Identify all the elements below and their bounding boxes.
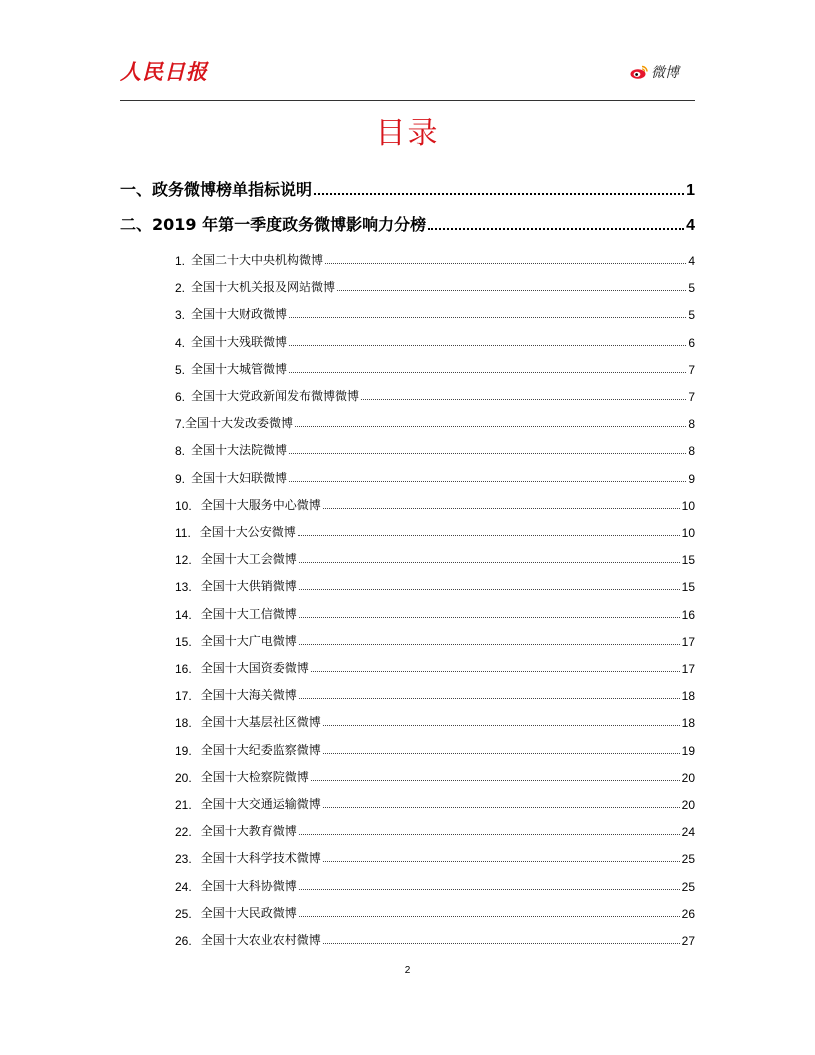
toc-item-number: 11. — [175, 526, 191, 540]
toc-item-label: 全国十大党政新闻发布微博微博 — [191, 389, 360, 403]
toc-item-number: 8. — [175, 444, 186, 459]
toc-item[interactable] — [175, 333, 695, 350]
toc-item[interactable] — [175, 877, 695, 894]
toc-item[interactable] — [175, 741, 695, 758]
toc-item[interactable] — [175, 469, 695, 486]
toc-section-label: 二、2019 年第一季度政务微博影响力分榜 — [120, 215, 427, 234]
toc-item[interactable] — [175, 713, 695, 730]
toc-item-label: 全国十大国资委微博 — [200, 661, 309, 675]
toc-item-number: 22. — [175, 825, 192, 840]
toc-item-label: 全国十大纪委监察微博 — [200, 742, 321, 757]
toc-leader — [298, 535, 680, 536]
toc-item-page: 15 — [681, 580, 695, 595]
toc-item-label: 全国十大科协微博 — [200, 878, 297, 893]
toc-item-label: 全国十大财政微博 — [191, 307, 288, 322]
toc-leader — [289, 345, 686, 346]
toc-item-label: 全国十大法院微博 — [191, 443, 288, 458]
toc-item-number: 5. — [175, 362, 186, 377]
toc-item-number: 12. — [175, 553, 192, 568]
toc-leader — [299, 916, 680, 917]
toc-item-page: 9 — [688, 471, 695, 486]
toc-item[interactable] — [175, 414, 695, 431]
toc-leader — [314, 193, 684, 195]
toc-item-page: 15 — [681, 553, 695, 568]
toc-item-page: 17 — [681, 662, 695, 676]
toc-item[interactable] — [175, 768, 695, 785]
toc-item-label: 全国十大民政微博 — [200, 905, 297, 920]
toc-leader — [323, 725, 680, 726]
toc-item[interactable] — [175, 931, 695, 948]
toc-item-label: 全国十大检察院微博 — [200, 769, 309, 784]
toc-item-page: 10 — [681, 526, 695, 540]
toc-item-label: 全国十大农业农村微博 — [200, 933, 321, 947]
toc-leader — [323, 753, 680, 754]
toc-leader — [323, 807, 680, 808]
toc-item-page: 5 — [688, 281, 695, 296]
toc-item-label: 全国十大广电微博 — [200, 633, 297, 648]
toc-leader — [295, 426, 686, 427]
toc-item-number: 6. — [175, 390, 186, 404]
toc-item[interactable] — [175, 849, 695, 866]
toc-item[interactable] — [175, 795, 695, 812]
toc-item-label: 全国十大服务中心微博 — [200, 497, 321, 512]
toc-item[interactable] — [175, 822, 695, 839]
toc-item-number: 24. — [175, 879, 192, 894]
toc-item-page: 19 — [681, 743, 695, 758]
toc-leader — [361, 399, 686, 400]
toc-leader — [299, 617, 680, 618]
toc-item[interactable] — [175, 305, 695, 322]
header-divider — [120, 100, 695, 101]
toc-leader — [337, 290, 686, 291]
toc-item[interactable] — [175, 441, 695, 458]
toc-item-label: 全国十大海关微博 — [200, 688, 297, 703]
toc-item-label: 全国十大公安微博 — [199, 525, 296, 539]
toc-leader — [311, 671, 680, 672]
toc-item-page: 25 — [681, 852, 695, 867]
toc-item-number: 17. — [175, 689, 192, 704]
toc-item-number: 15. — [175, 634, 192, 649]
toc-section[interactable] — [120, 178, 695, 200]
toc-item-page: 25 — [681, 879, 695, 894]
page-number: 2 — [404, 965, 411, 976]
toc-item-number: 9. — [175, 471, 186, 486]
toc-leader — [325, 263, 686, 264]
toc-item-label: 全国十大机关报及网站微博 — [191, 280, 336, 295]
toc-item-label: 全国十大工信微博 — [200, 606, 297, 621]
toc-leader — [289, 453, 686, 454]
toc-item-number: 19. — [175, 743, 192, 758]
toc-leader — [299, 589, 680, 590]
toc-item-page: 26 — [681, 906, 695, 921]
toc-leader — [289, 372, 686, 373]
toc-section-page: 1 — [686, 182, 695, 199]
toc-leader — [299, 644, 680, 645]
toc-item-page: 17 — [681, 634, 695, 649]
toc-item-number: 7. — [175, 417, 186, 432]
page-title: 目录 — [375, 116, 440, 151]
toc-item-number: 16. — [175, 662, 192, 676]
toc-item-label: 全国二十大中央机构微博 — [191, 253, 324, 267]
toc-item-label: 全国十大妇联微博 — [191, 470, 288, 485]
toc-item-number: 13. — [175, 580, 192, 595]
toc-item-page: 18 — [681, 716, 695, 731]
toc-item-page: 16 — [681, 607, 695, 622]
toc-item-number: 3. — [175, 308, 186, 323]
toc-item-number: 25. — [175, 906, 192, 921]
toc-item-number: 23. — [175, 852, 192, 867]
toc-leader — [323, 943, 680, 944]
toc-item-label: 全国十大交通运输微博 — [200, 797, 321, 811]
toc-leader — [428, 228, 684, 230]
toc-item-page: 8 — [688, 444, 695, 459]
toc-item-page: 5 — [688, 308, 695, 323]
toc-item-number: 1. — [175, 254, 186, 268]
toc-item-number: 4. — [175, 335, 186, 350]
toc-item-page: 7 — [688, 362, 695, 377]
toc-section[interactable] — [120, 213, 695, 235]
toc-section-page: 4 — [686, 217, 695, 234]
peoples-daily-logo: 人民日报 — [120, 59, 208, 84]
toc-item[interactable] — [175, 360, 695, 377]
toc-item-label: 全国十大发改委微博 — [185, 416, 294, 431]
toc-item-page: 10 — [681, 498, 695, 513]
toc-leader — [289, 317, 686, 318]
toc-item-number: 26. — [175, 934, 192, 948]
toc-item-number: 18. — [175, 716, 192, 731]
toc-item-label: 全国十大科学技术微博 — [200, 851, 321, 866]
toc-item-label: 全国十大城管微博 — [191, 361, 288, 376]
toc-leader — [299, 834, 680, 835]
toc-leader — [311, 780, 680, 781]
toc-item[interactable] — [175, 605, 695, 622]
toc-item-page: 27 — [681, 934, 695, 948]
toc-item-number: 2. — [175, 281, 186, 296]
toc-item-page: 18 — [681, 689, 695, 704]
toc-item[interactable] — [175, 550, 695, 567]
toc-item-number: 20. — [175, 770, 192, 785]
toc-leader — [299, 698, 680, 699]
toc-item-number: 14. — [175, 607, 192, 622]
toc-leader — [299, 562, 680, 563]
toc-section-label: 一、政务微博榜单指标说明 — [120, 180, 313, 199]
weibo-icon — [630, 65, 648, 79]
toc-item[interactable] — [175, 577, 695, 594]
toc-item[interactable] — [175, 251, 695, 268]
toc-leader — [289, 481, 686, 482]
toc-item[interactable] — [175, 659, 695, 676]
toc-item[interactable] — [175, 686, 695, 703]
toc-item-page: 20 — [681, 770, 695, 785]
toc-item-page: 7 — [688, 390, 695, 404]
toc-item[interactable] — [175, 278, 695, 295]
toc-item-label: 全国十大工会微博 — [200, 552, 297, 567]
toc-leader — [323, 861, 680, 862]
toc-item-label: 全国十大教育微博 — [200, 824, 297, 839]
weibo-logo-text: 微博 — [651, 65, 679, 81]
toc-item-label: 全国十大基层社区微博 — [200, 715, 321, 730]
toc-item-label: 全国十大供销微博 — [200, 579, 297, 594]
toc-item-page: 8 — [688, 417, 695, 432]
toc-item[interactable] — [175, 387, 695, 404]
toc-item-page: 20 — [681, 798, 695, 812]
toc-leader — [299, 889, 680, 890]
toc-item-page: 6 — [688, 335, 695, 350]
toc-item[interactable] — [175, 904, 695, 921]
toc-item-page: 24 — [681, 825, 695, 840]
toc-item-label: 全国十大残联微博 — [191, 334, 288, 349]
toc-item-number: 10. — [175, 498, 192, 513]
weibo-logo — [630, 62, 679, 82]
toc-leader — [323, 508, 680, 509]
toc-item[interactable] — [175, 632, 695, 649]
toc-item[interactable] — [175, 523, 695, 540]
toc-item[interactable] — [175, 496, 695, 513]
toc-item-page: 4 — [688, 254, 695, 268]
toc-item-number: 21. — [175, 798, 192, 812]
